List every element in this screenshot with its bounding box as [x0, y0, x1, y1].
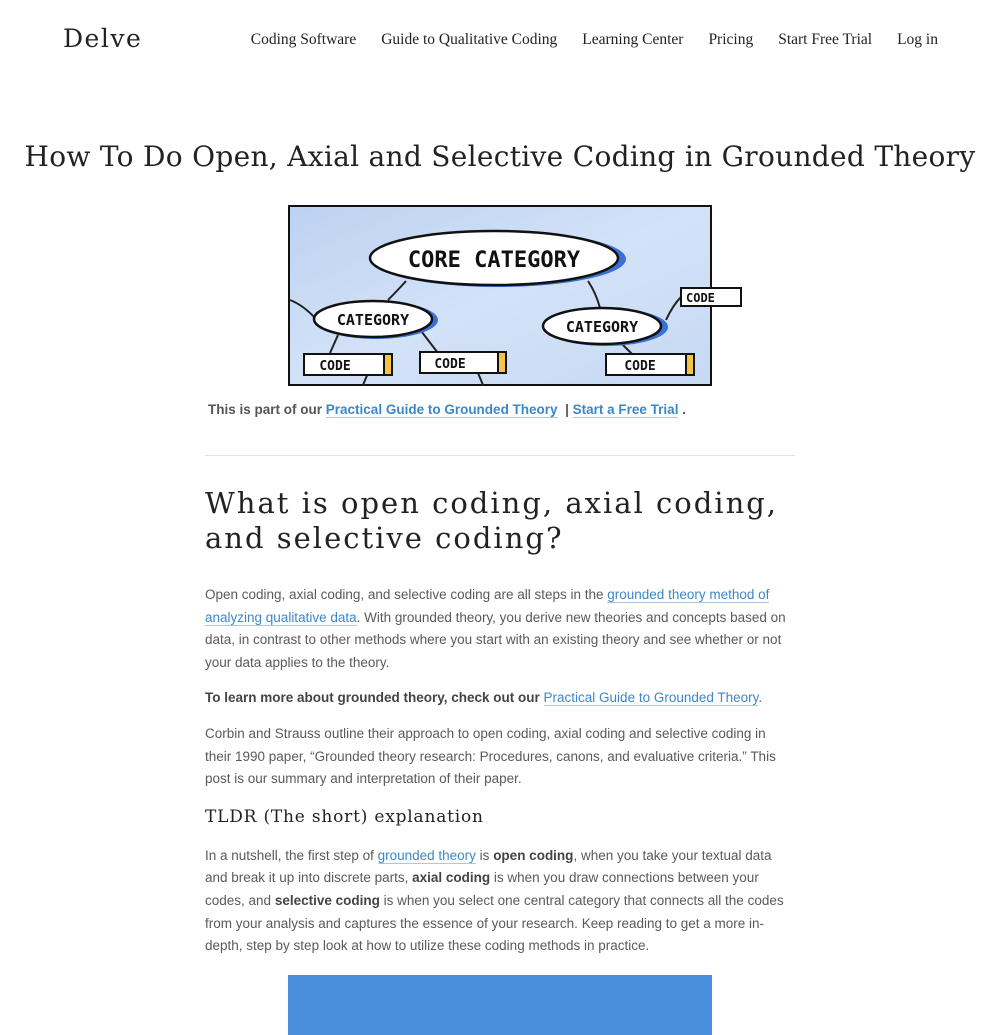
core-category-node	[370, 231, 626, 287]
open-coding-term: open coding	[493, 847, 574, 863]
axial-coding-term: axial coding	[412, 870, 491, 886]
intro-paragraph	[205, 584, 795, 674]
guide-link[interactable]: Practical Guide to Grounded Theory	[325, 402, 558, 417]
nav-pricing[interactable]: Pricing	[708, 31, 754, 48]
tldr-text-d: is when you draw connections between your codes, and	[205, 870, 759, 908]
cta-banner[interactable]	[288, 975, 712, 1035]
guide-notice-separator: |	[565, 402, 569, 417]
learn-more-text: To learn more about grounded theory, check out our	[205, 690, 544, 706]
guide-notice-prefix: This is part of our	[208, 402, 323, 417]
intro-text-b: . With grounded theory, you derive new theories and concepts based on data, in contrast to other methods where you start with an existing theory and see whether or not your data applies to the theory.	[205, 609, 786, 670]
corbin-strauss-paragraph: Corbin and Strauss outline their approach to open coding, axial coding and selective coding in their 1990 paper, “Grounded theory research: Procedures, canons, and evaluative criteria.” This post is our summary and interpretation of their paper.	[205, 725, 776, 787]
grounded-theory-link[interactable]: grounded theory	[377, 847, 476, 863]
logo[interactable]: Delve	[63, 24, 143, 53]
code-box-3	[606, 354, 694, 375]
nav-guide-qualitative-coding[interactable]: Guide to Qualitative Coding	[381, 31, 558, 48]
category-node-left	[314, 301, 438, 339]
core-category-label: CORE CATEGORY	[407, 248, 581, 273]
hero-illustration	[288, 205, 715, 386]
learn-more-paragraph	[205, 687, 795, 710]
section-heading: What is open coding, axial coding, and selective coding?	[205, 486, 779, 555]
code-1-label: CODE	[319, 359, 351, 374]
grounded-theory-method-link[interactable]: grounded theory method of analyzing qualitative data	[205, 587, 770, 625]
tldr-text-c: , when you take your textual data and break it up into discrete parts,	[205, 847, 772, 886]
tldr-text-e: is when you select one central category that connects all the codes from your analysis and captures the essence of your research. Keep reading to get a more in-depth, step by step look at how to utilize these coding methods in practice.	[205, 892, 784, 954]
tldr-paragraph	[205, 845, 795, 958]
nav-menu	[251, 31, 938, 49]
code-2-label: CODE	[434, 357, 466, 372]
learn-more-end: .	[758, 690, 763, 706]
start-trial-link[interactable]: Start a Free Trial	[572, 402, 679, 417]
top-nav	[0, 0, 1000, 80]
tldr-text-b: is	[475, 847, 494, 863]
nav-learning-center[interactable]: Learning Center	[582, 31, 684, 48]
code-3-label: CODE	[624, 359, 656, 374]
code-box-edge	[681, 288, 741, 306]
tldr-heading: TLDR (The short) explanation	[205, 806, 484, 827]
category-node-right	[543, 308, 668, 346]
tldr-text-a: In a nutshell, the first step of	[205, 847, 378, 863]
code-box-2	[420, 352, 506, 373]
page-title: How To Do Open, Axial and Selective Coding in Grounded Theory	[24, 140, 976, 173]
article-body	[205, 486, 795, 971]
nav-coding-software[interactable]: Coding Software	[250, 31, 357, 48]
code-box-1	[304, 354, 392, 375]
category-right-label: CATEGORY	[565, 318, 639, 336]
section-divider	[205, 455, 795, 456]
code-edge-label: CODE	[686, 291, 715, 305]
intro-text-a: Open coding, axial coding, and selective coding are all steps in the	[205, 587, 608, 602]
nav-log-in[interactable]: Log in	[897, 31, 938, 48]
guide-notice-suffix: .	[682, 402, 686, 417]
nav-start-free-trial[interactable]: Start Free Trial	[778, 31, 873, 48]
selective-coding-term: selective coding	[274, 892, 380, 908]
guide-notice	[208, 402, 686, 417]
practical-guide-link[interactable]: Practical Guide to Grounded Theory	[543, 690, 759, 706]
hero-svg	[288, 205, 715, 386]
category-left-label: CATEGORY	[336, 311, 410, 329]
